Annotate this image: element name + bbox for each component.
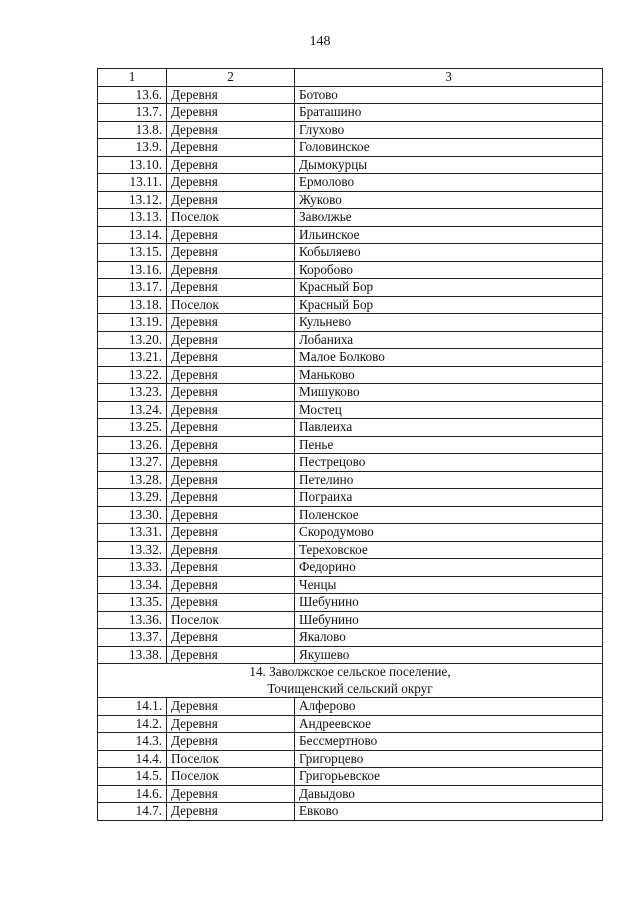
settlement-type: Поселок bbox=[167, 750, 295, 768]
settlement-name: Жуково bbox=[295, 191, 603, 209]
row-number: 13.28. bbox=[98, 471, 167, 489]
settlement-type: Деревня bbox=[167, 121, 295, 139]
settlement-type: Деревня bbox=[167, 471, 295, 489]
table-row bbox=[98, 768, 603, 786]
table-row bbox=[98, 139, 603, 157]
row-number: 13.30. bbox=[98, 506, 167, 524]
settlement-type: Деревня bbox=[167, 314, 295, 332]
settlement-type: Деревня bbox=[167, 524, 295, 542]
settlement-type: Деревня bbox=[167, 715, 295, 733]
settlement-type: Поселок bbox=[167, 209, 295, 227]
settlement-type: Деревня bbox=[167, 506, 295, 524]
settlement-type: Деревня bbox=[167, 594, 295, 612]
settlement-type: Деревня bbox=[167, 156, 295, 174]
settlement-name: Петелино bbox=[295, 471, 603, 489]
table-row bbox=[98, 279, 603, 297]
settlement-name: Андреевское bbox=[295, 715, 603, 733]
settlement-name: Ермолово bbox=[295, 174, 603, 192]
settlement-type: Деревня bbox=[167, 419, 295, 437]
table-row bbox=[98, 331, 603, 349]
rows-section-14 bbox=[98, 698, 603, 821]
column-header-3: 3 bbox=[295, 69, 603, 87]
settlement-name: Григорьевское bbox=[295, 768, 603, 786]
table-row bbox=[98, 576, 603, 594]
page-number: 148 bbox=[309, 34, 331, 49]
table-row bbox=[98, 803, 603, 821]
settlement-type: Деревня bbox=[167, 331, 295, 349]
settlement-type: Деревня bbox=[167, 559, 295, 577]
section-heading-14 bbox=[98, 664, 603, 698]
settlement-name: Алферово bbox=[295, 698, 603, 716]
row-number: 13.18. bbox=[98, 296, 167, 314]
settlement-type: Деревня bbox=[167, 261, 295, 279]
settlement-name: Красный Бор bbox=[295, 279, 603, 297]
section-heading-line-1: 14. Заволжское сельское поселение, bbox=[249, 664, 451, 679]
table-row bbox=[98, 156, 603, 174]
row-number: 13.26. bbox=[98, 436, 167, 454]
row-number: 13.13. bbox=[98, 209, 167, 227]
settlement-type: Деревня bbox=[167, 226, 295, 244]
table-row bbox=[98, 454, 603, 472]
settlement-name: Кобыляево bbox=[295, 244, 603, 262]
section-heading-line-2: Точищенский сельский округ bbox=[267, 680, 433, 696]
row-number: 13.23. bbox=[98, 384, 167, 402]
table-row bbox=[98, 611, 603, 629]
row-number: 14.4. bbox=[98, 750, 167, 768]
settlement-name: Якушево bbox=[295, 646, 603, 664]
settlement-name: Шебунино bbox=[295, 594, 603, 612]
row-number: 13.21. bbox=[98, 349, 167, 367]
settlement-name: Браташино bbox=[295, 104, 603, 122]
settlement-type: Деревня bbox=[167, 454, 295, 472]
table-row bbox=[98, 524, 603, 542]
row-number: 14.1. bbox=[98, 698, 167, 716]
table-row bbox=[98, 296, 603, 314]
settlement-type: Деревня bbox=[167, 629, 295, 647]
settlement-name: Ченцы bbox=[295, 576, 603, 594]
settlement-name: Пестрецово bbox=[295, 454, 603, 472]
settlement-name: Лобаниха bbox=[295, 331, 603, 349]
row-number: 13.25. bbox=[98, 419, 167, 437]
settlement-name: Мостец bbox=[295, 401, 603, 419]
column-header-1: 1 bbox=[98, 69, 167, 87]
row-number: 13.31. bbox=[98, 524, 167, 542]
table-row bbox=[98, 261, 603, 279]
column-header-2: 2 bbox=[167, 69, 295, 87]
table-row bbox=[98, 646, 603, 664]
row-number: 13.19. bbox=[98, 314, 167, 332]
settlement-type: Поселок bbox=[167, 611, 295, 629]
settlement-type: Деревня bbox=[167, 401, 295, 419]
table-row bbox=[98, 436, 603, 454]
section-heading-cell bbox=[98, 664, 603, 698]
table-row bbox=[98, 104, 603, 122]
row-number: 13.34. bbox=[98, 576, 167, 594]
settlement-name: Пенье bbox=[295, 436, 603, 454]
table-row bbox=[98, 314, 603, 332]
table-row bbox=[98, 698, 603, 716]
settlement-name: Федорино bbox=[295, 559, 603, 577]
row-number: 13.27. bbox=[98, 454, 167, 472]
section-heading-row bbox=[98, 664, 603, 698]
settlement-name: Пограиха bbox=[295, 489, 603, 507]
table-row bbox=[98, 594, 603, 612]
row-number: 13.36. bbox=[98, 611, 167, 629]
settlement-type: Деревня bbox=[167, 646, 295, 664]
row-number: 13.32. bbox=[98, 541, 167, 559]
row-number: 13.29. bbox=[98, 489, 167, 507]
settlement-name: Поленское bbox=[295, 506, 603, 524]
settlement-type: Деревня bbox=[167, 174, 295, 192]
table-row bbox=[98, 506, 603, 524]
settlement-name: Маньково bbox=[295, 366, 603, 384]
table-row bbox=[98, 419, 603, 437]
row-number: 14.3. bbox=[98, 733, 167, 751]
row-number: 13.20. bbox=[98, 331, 167, 349]
row-number: 13.38. bbox=[98, 646, 167, 664]
row-number: 13.15. bbox=[98, 244, 167, 262]
settlement-name: Тереховское bbox=[295, 541, 603, 559]
settlement-name: Кульнево bbox=[295, 314, 603, 332]
settlement-name: Красный Бор bbox=[295, 296, 603, 314]
settlement-type: Деревня bbox=[167, 698, 295, 716]
settlement-type: Деревня bbox=[167, 733, 295, 751]
settlement-type: Поселок bbox=[167, 296, 295, 314]
settlement-type: Деревня bbox=[167, 576, 295, 594]
settlement-type: Деревня bbox=[167, 366, 295, 384]
settlement-type: Деревня bbox=[167, 244, 295, 262]
settlement-type: Деревня bbox=[167, 384, 295, 402]
settlement-name: Якалово bbox=[295, 629, 603, 647]
settlement-type: Деревня bbox=[167, 86, 295, 104]
settlement-name: Ботово bbox=[295, 86, 603, 104]
settlement-name: Евково bbox=[295, 803, 603, 821]
row-number: 13.10. bbox=[98, 156, 167, 174]
table-row bbox=[98, 559, 603, 577]
settlement-type: Деревня bbox=[167, 279, 295, 297]
table-row bbox=[98, 384, 603, 402]
settlement-name: Заволжье bbox=[295, 209, 603, 227]
row-number: 13.12. bbox=[98, 191, 167, 209]
row-number: 13.37. bbox=[98, 629, 167, 647]
settlement-name: Павлеиха bbox=[295, 419, 603, 437]
settlement-name: Григорцево bbox=[295, 750, 603, 768]
settlement-name: Мишуково bbox=[295, 384, 603, 402]
table-row bbox=[98, 401, 603, 419]
row-number: 13.24. bbox=[98, 401, 167, 419]
table-row bbox=[98, 785, 603, 803]
row-number: 13.8. bbox=[98, 121, 167, 139]
settlement-type: Деревня bbox=[167, 541, 295, 559]
table-row bbox=[98, 244, 603, 262]
rows-section-13 bbox=[98, 86, 603, 664]
row-number: 13.35. bbox=[98, 594, 167, 612]
settlement-name: Давыдово bbox=[295, 785, 603, 803]
table-row bbox=[98, 489, 603, 507]
row-number: 14.7. bbox=[98, 803, 167, 821]
settlement-type: Деревня bbox=[167, 104, 295, 122]
row-number: 13.33. bbox=[98, 559, 167, 577]
settlement-name: Бессмертново bbox=[295, 733, 603, 751]
settlement-name: Головинское bbox=[295, 139, 603, 157]
row-number: 14.2. bbox=[98, 715, 167, 733]
table-header-row bbox=[98, 69, 603, 87]
table-row bbox=[98, 86, 603, 104]
table-row bbox=[98, 349, 603, 367]
row-number: 13.9. bbox=[98, 139, 167, 157]
row-number: 14.6. bbox=[98, 785, 167, 803]
table-row bbox=[98, 366, 603, 384]
row-number: 13.11. bbox=[98, 174, 167, 192]
row-number: 14.5. bbox=[98, 768, 167, 786]
settlement-name: Малое Болково bbox=[295, 349, 603, 367]
table-row bbox=[98, 541, 603, 559]
table-row bbox=[98, 733, 603, 751]
settlement-name: Шебунино bbox=[295, 611, 603, 629]
table-row bbox=[98, 209, 603, 227]
row-number: 13.22. bbox=[98, 366, 167, 384]
settlement-name: Дымокурцы bbox=[295, 156, 603, 174]
row-number: 13.16. bbox=[98, 261, 167, 279]
settlements-table bbox=[97, 68, 603, 821]
row-number: 13.6. bbox=[98, 86, 167, 104]
settlement-type: Деревня bbox=[167, 349, 295, 367]
settlement-type: Деревня bbox=[167, 785, 295, 803]
table-row bbox=[98, 191, 603, 209]
settlement-type: Деревня bbox=[167, 436, 295, 454]
table-row bbox=[98, 471, 603, 489]
table-row bbox=[98, 226, 603, 244]
settlement-name: Скородумово bbox=[295, 524, 603, 542]
settlement-type: Поселок bbox=[167, 768, 295, 786]
table-row bbox=[98, 629, 603, 647]
table-row bbox=[98, 715, 603, 733]
settlement-type: Деревня bbox=[167, 489, 295, 507]
row-number: 13.17. bbox=[98, 279, 167, 297]
settlement-name: Глухово bbox=[295, 121, 603, 139]
settlement-type: Деревня bbox=[167, 191, 295, 209]
settlement-name: Коробово bbox=[295, 261, 603, 279]
row-number: 13.14. bbox=[98, 226, 167, 244]
row-number: 13.7. bbox=[98, 104, 167, 122]
table-row bbox=[98, 174, 603, 192]
settlement-name: Ильинское bbox=[295, 226, 603, 244]
settlement-type: Деревня bbox=[167, 803, 295, 821]
table-row bbox=[98, 121, 603, 139]
table-row bbox=[98, 750, 603, 768]
settlement-type: Деревня bbox=[167, 139, 295, 157]
